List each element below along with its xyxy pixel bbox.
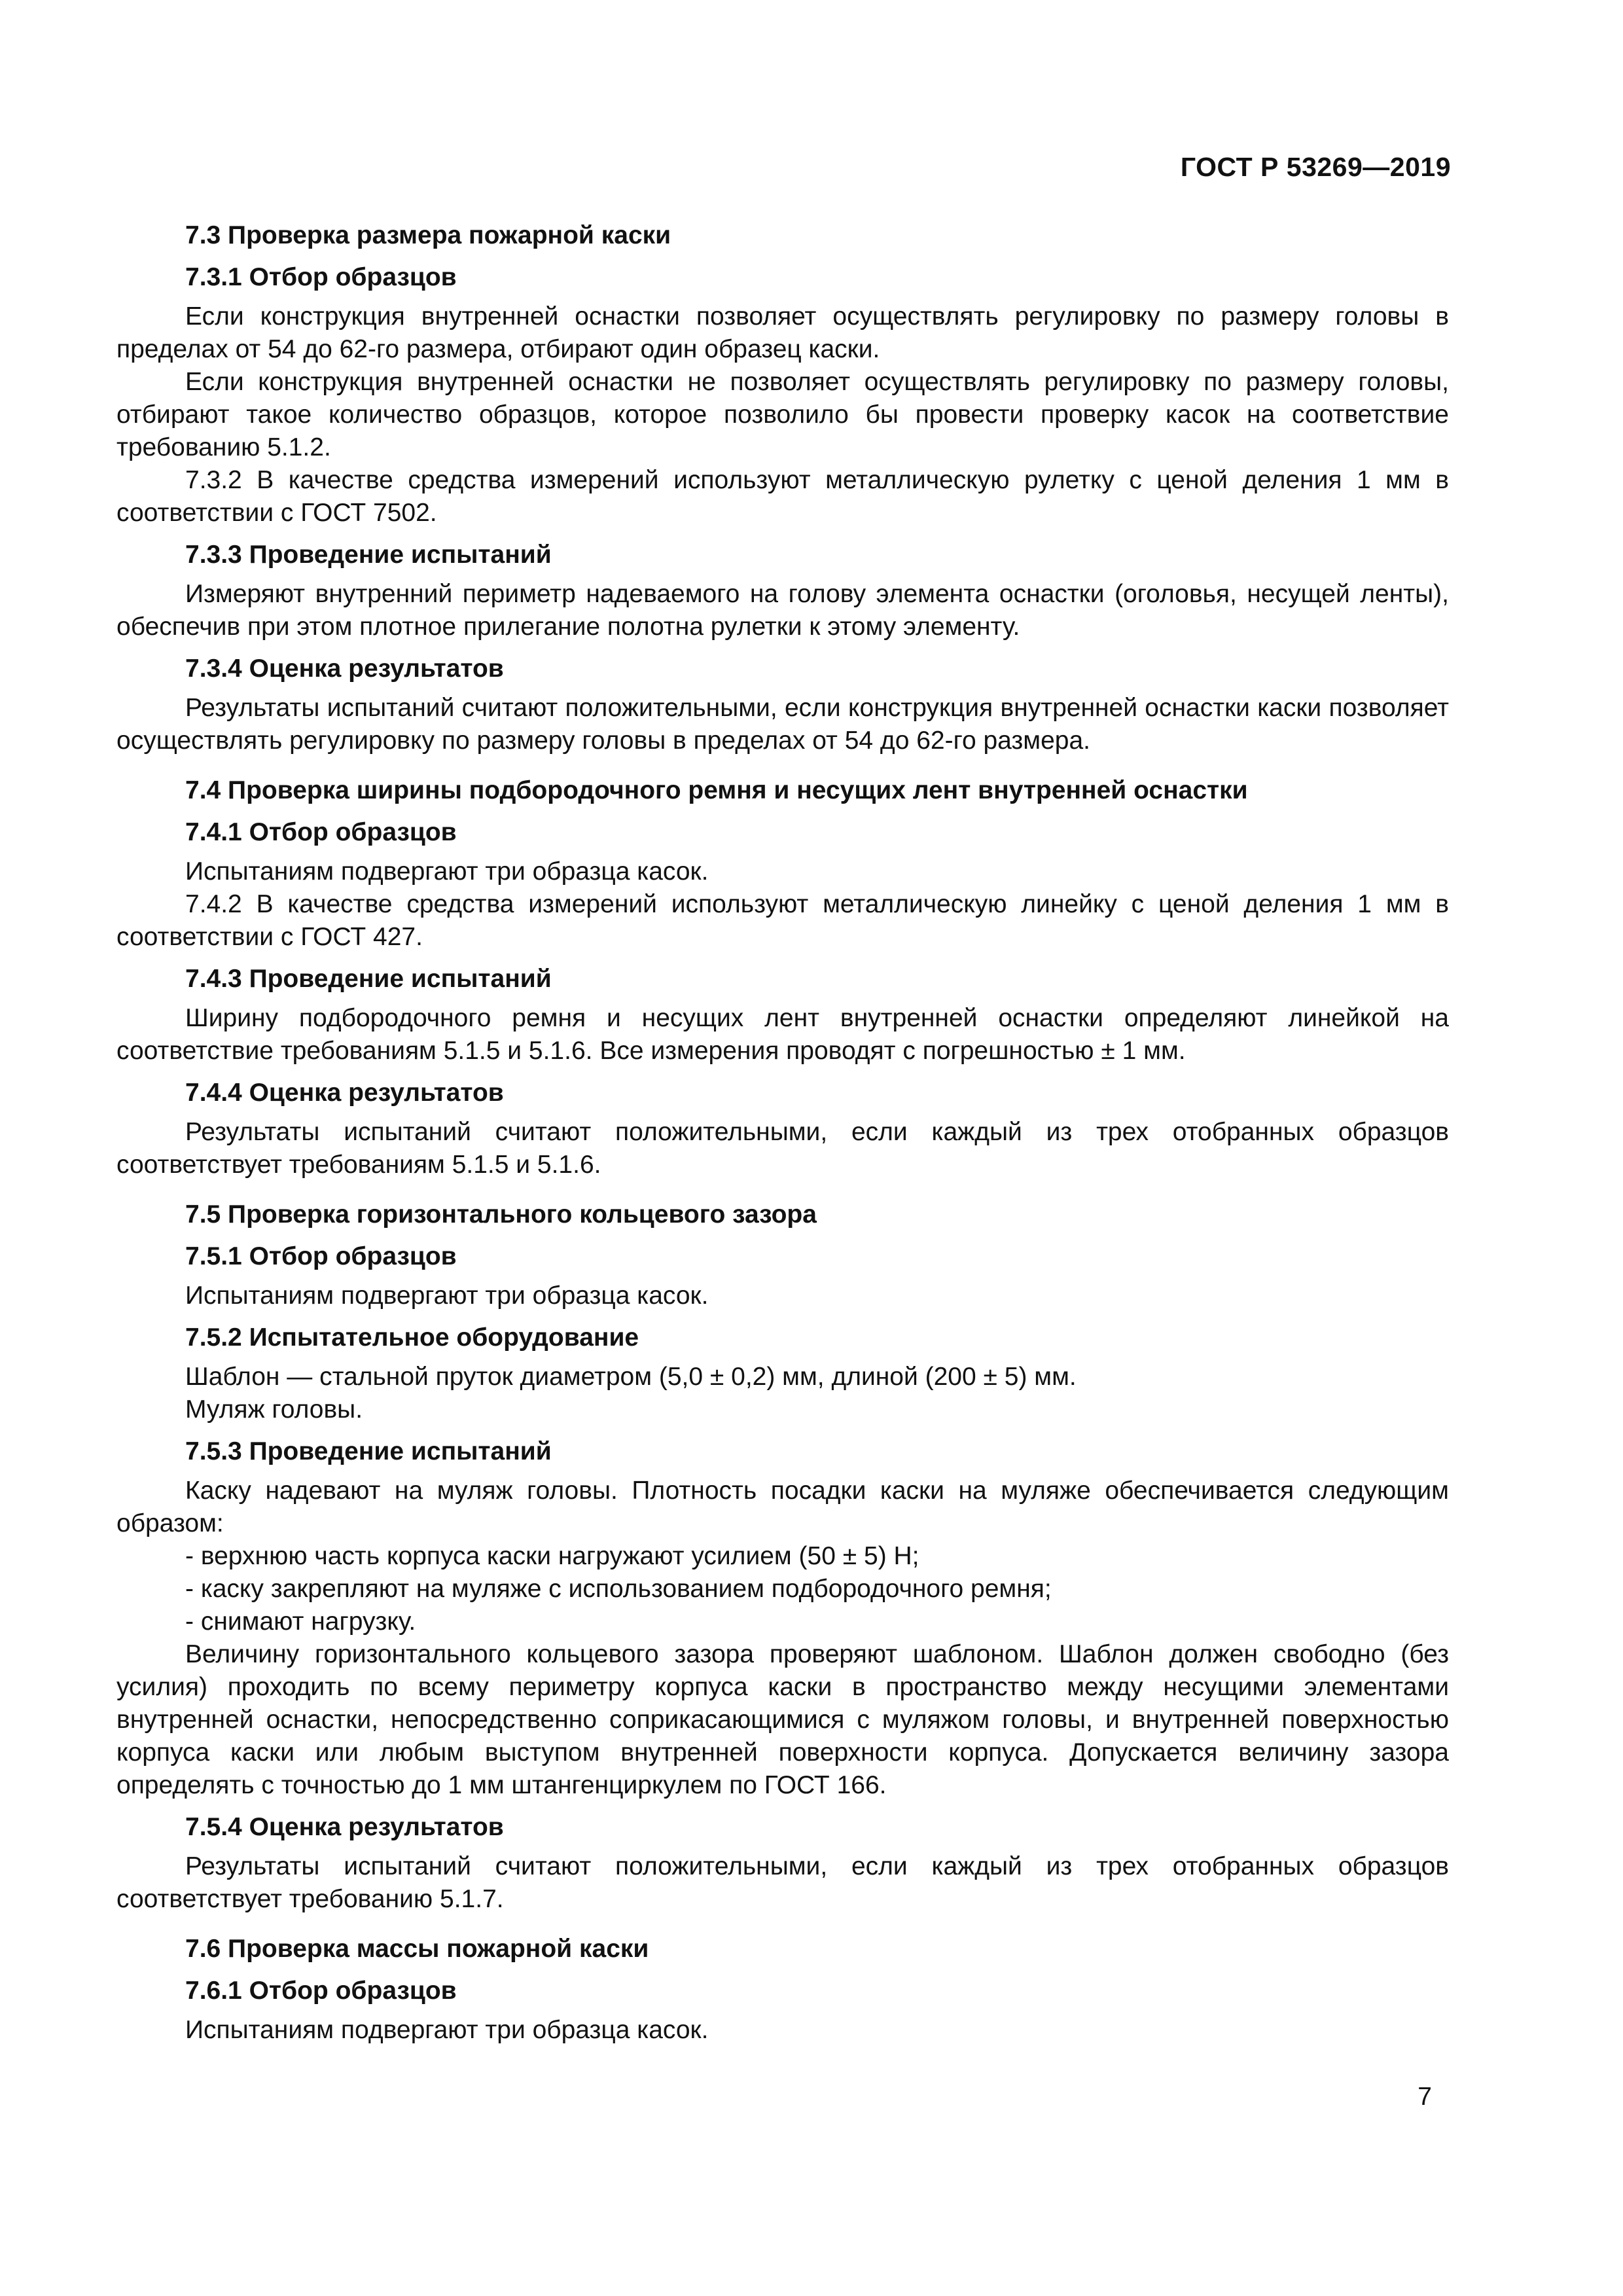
subsection-heading-7-4-4: 7.4.4 Оценка результатов [185,1079,504,1107]
paragraph: Результаты испытаний считают положительными, если конструкция внутренней оснастки каски позволяет осуществлять регулировку по размеру головы в пределах от 54 до 62-го размера. [116,694,1449,755]
document-body [116,219,1449,2047]
subsection-heading-7-3-4: 7.3.4 Оценка результатов [185,655,504,683]
list-item: - каску закрепляют на муляже с использованием подбородочного ремня; [185,1575,1052,1603]
paragraph: Результаты испытаний считают положительными, если каждый из трех отобранных образцов соответствует требованиям 5.1.5 и 5.1.6. [116,1118,1449,1179]
document-code: ГОСТ Р 53269—2019 [1180,152,1451,182]
subsection-heading-7-5-3: 7.5.3 Проведение испытаний [185,1437,552,1465]
paragraph-7-4-2: 7.4.2 В качестве средства измерений используют металлическую линейку с ценой деления 1 мм в соответствии с ГОСТ 427. [116,890,1449,951]
paragraph: Шаблон — стальной пруток диаметром (5,0 ± 0,2) мм, длиной (200 ± 5) мм. [185,1363,1077,1391]
subsection-heading-7-3-3: 7.3.3 Проведение испытаний [185,541,552,569]
paragraph: Если конструкция внутренней оснастки не позволяет осуществлять регулировку по размеру головы, отбирают такое количество образцов, которое позволило бы провести проверку касок на соответствие требованию 5.1.2. [116,368,1449,461]
subsection-heading-7-5-1: 7.5.1 Отбор образцов [185,1242,457,1270]
paragraph: Испытаниям подвергают три образца касок. [185,2016,709,2044]
section-heading-7-3: 7.3 Проверка размера пожарной каски [185,221,671,249]
paragraph: Результаты испытаний считают положительными, если каждый из трех отобранных образцов соответствует требованию 5.1.7. [116,1852,1449,1913]
section-heading-7-6: 7.6 Проверка массы пожарной каски [185,1935,649,1963]
page-number: 7 [1418,2083,1432,2111]
paragraph: Испытаниям подвергают три образца касок. [185,1282,709,1310]
paragraph: Муляж головы. [185,1395,363,1424]
paragraph-7-3-2: 7.3.2 В качестве средства измерений используют металлическую рулетку с ценой деления 1 мм в соответствии с ГОСТ 7502. [116,466,1449,527]
subsection-heading-7-4-1: 7.4.1 Отбор образцов [185,818,457,846]
subsection-heading-7-3-1: 7.3.1 Отбор образцов [185,263,457,291]
list-item: - снимают нагрузку. [185,1607,416,1636]
section-heading-7-5: 7.5 Проверка горизонтального кольцевого зазора [185,1200,817,1229]
subsection-heading-7-5-4: 7.5.4 Оценка результатов [185,1813,504,1841]
paragraph: Испытаниям подвергают три образца касок. [185,857,709,886]
paragraph: Каску надевают на муляж головы. Плотность посадки каски на муляже обеспечивается следующим образом: [116,1477,1449,1537]
list-item: - верхнюю часть корпуса каски нагружают усилием (50 ± 5) Н; [185,1542,919,1570]
subsection-heading-7-5-2: 7.5.2 Испытательное оборудование [185,1323,639,1352]
paragraph: Если конструкция внутренней оснастки позволяет осуществлять регулировку по размеру головы в пределах от 54 до 62-го размера, отбирают один образец каски. [116,302,1449,363]
paragraph: Измеряют внутренний периметр надеваемого на голову элемента оснастки (оголовья, несущей ленты), обеспечив при этом плотное прилегание полотна рулетки к этому элементу. [116,580,1449,641]
paragraph: Величину горизонтального кольцевого зазора проверяют шаблоном. Шаблон должен свободно (без усилия) проходить по всему периметру корпуса каски в пространство между несущими элементами внутренней оснастки, непосредственно соприкасающимися с муляжом головы, и внутренней поверхностью корпуса каски или любым выступом внутренней поверхности корпуса. Допускается величину зазора определять с точностью до 1 мм штангенциркулем по ГОСТ 166. [116,1640,1449,1799]
section-heading-7-4: 7.4 Проверка ширины подбородочного ремня и несущих лент внутренней оснастки [185,776,1248,804]
paragraph: Ширину подбородочного ремня и несущих лент внутренней оснастки определяют линейкой на соответствие требованиям 5.1.5 и 5.1.6. Все измерения проводят с погрешностью ± 1 мм. [116,1004,1449,1065]
subsection-heading-7-4-3: 7.4.3 Проведение испытаний [185,965,552,993]
subsection-heading-7-6-1: 7.6.1 Отбор образцов [185,1977,457,2005]
